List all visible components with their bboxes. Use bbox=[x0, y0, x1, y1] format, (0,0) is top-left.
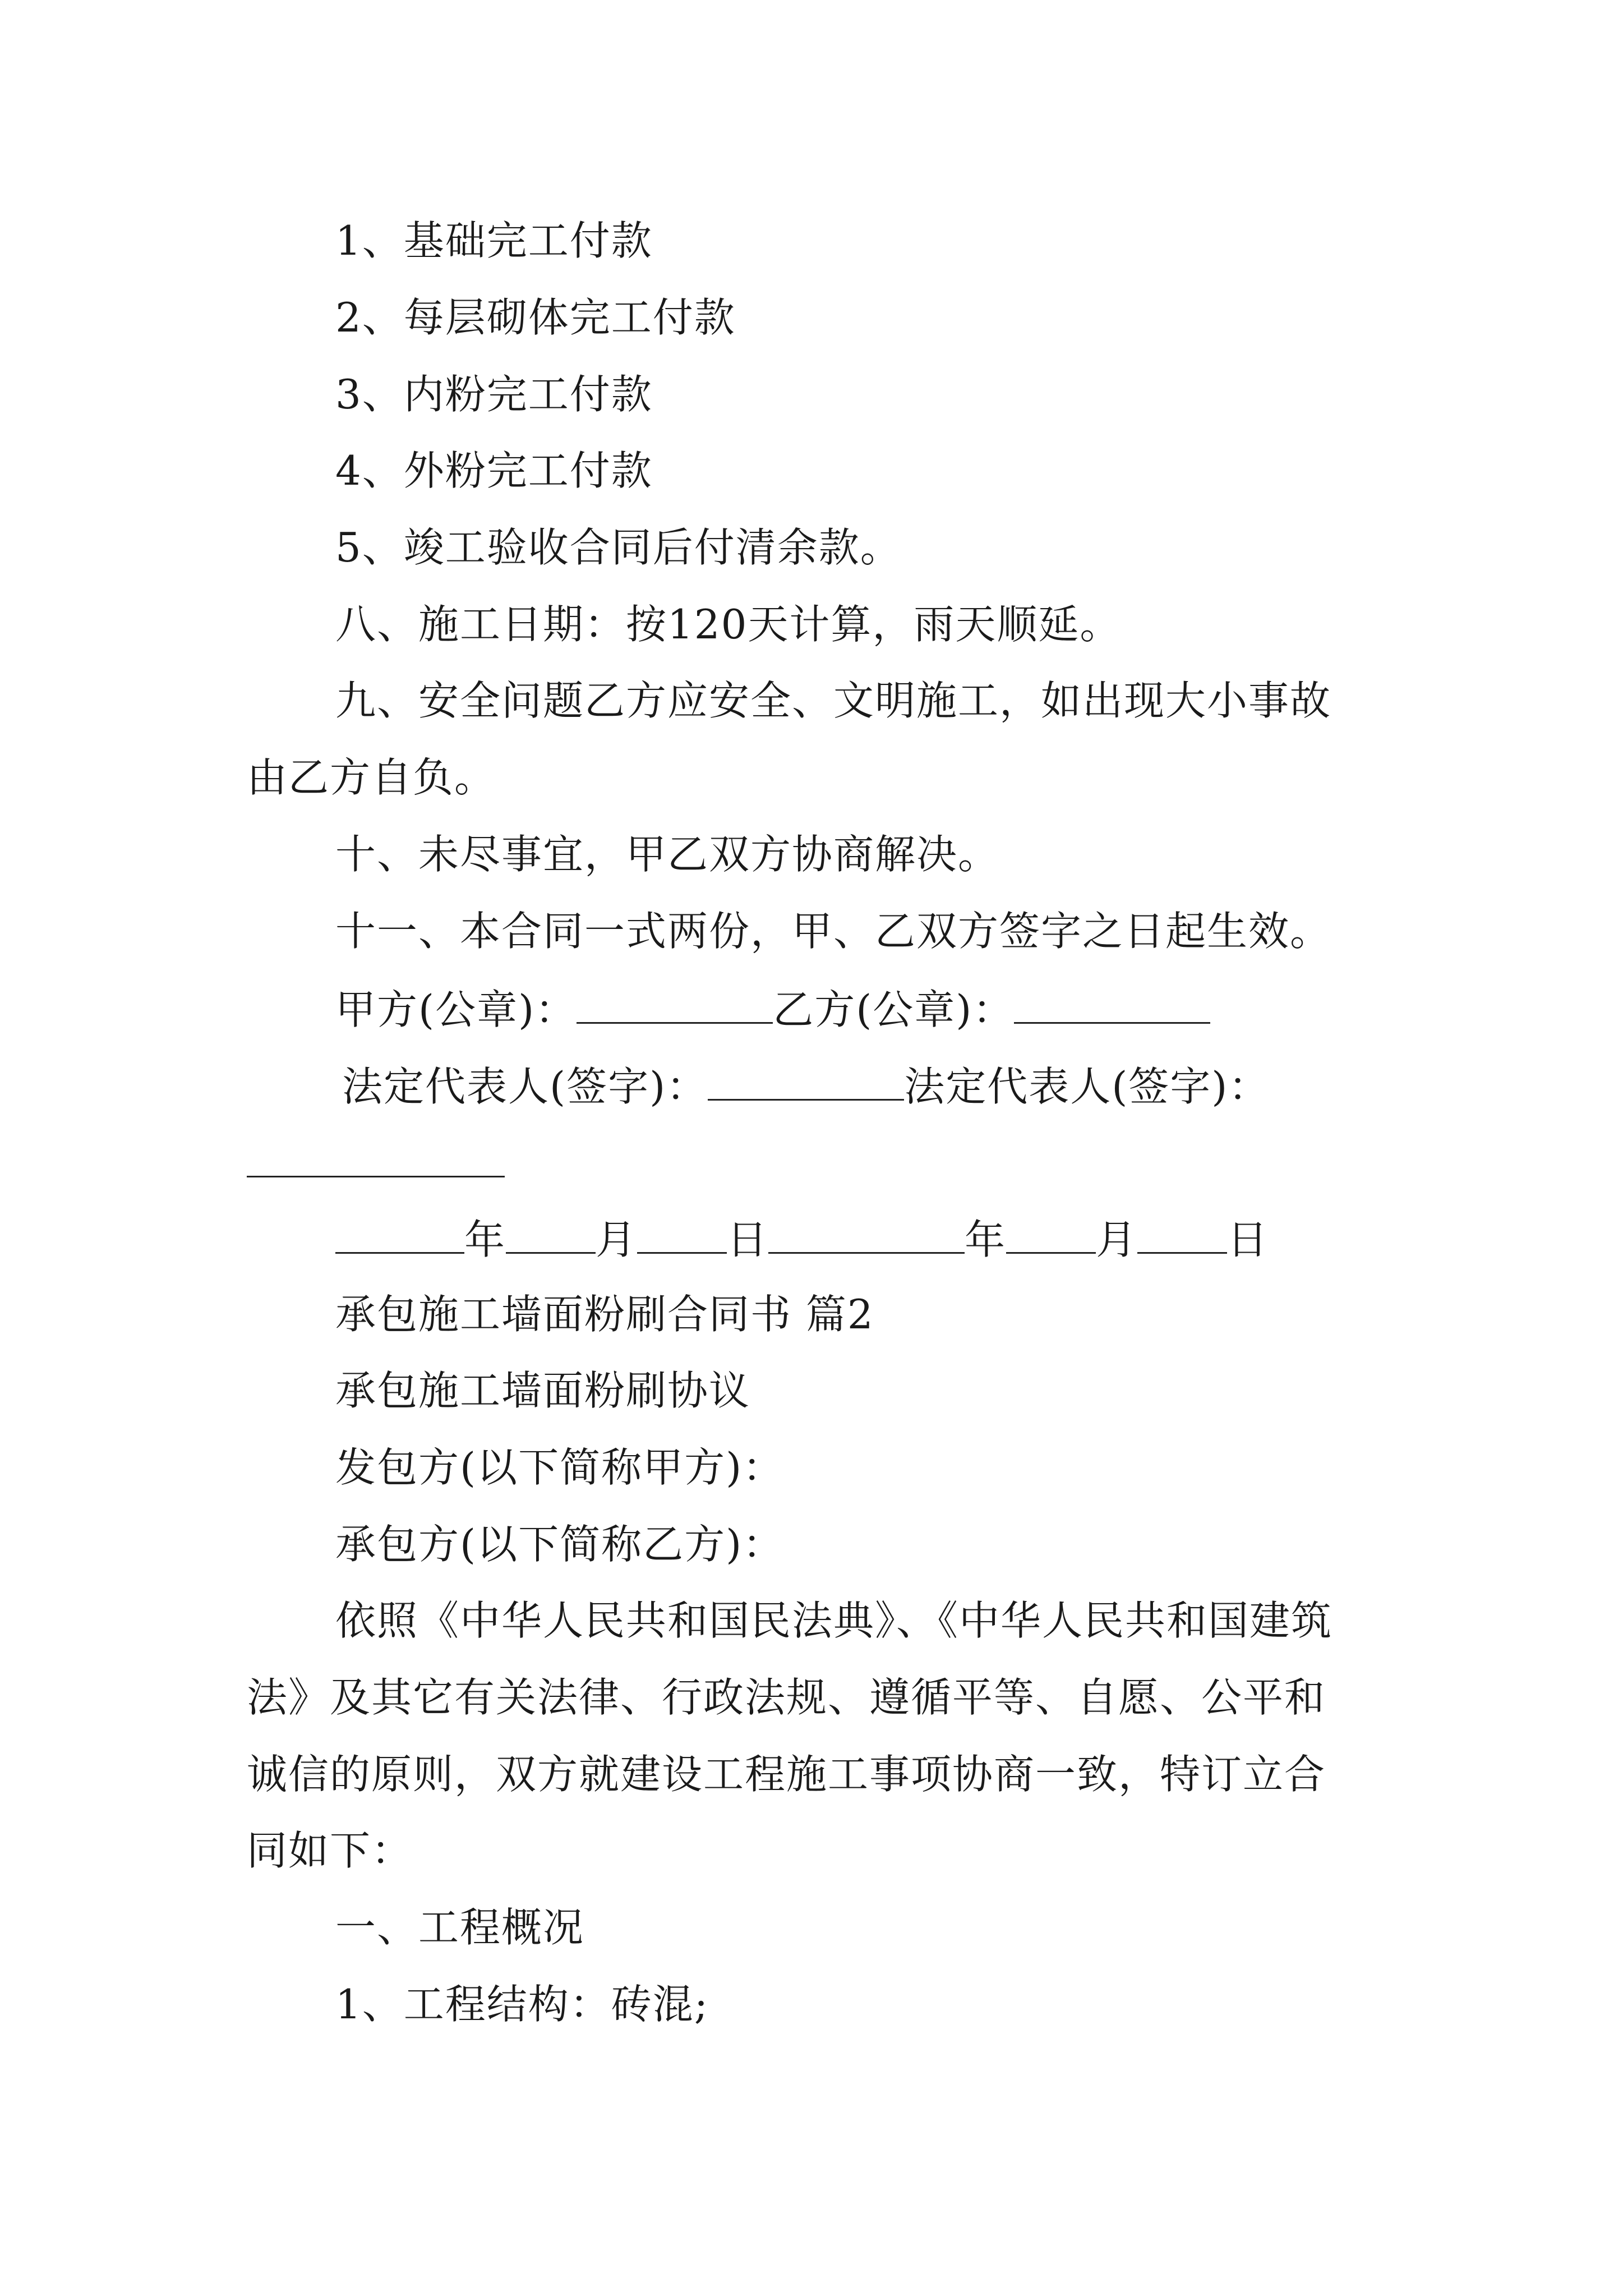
intro-line-2: 法》及其它有关法律、行政法规、遵循平等、自愿、公平和 bbox=[247, 1674, 1326, 1721]
day-a-blank bbox=[637, 1217, 727, 1254]
payment-item-2: 2、每层砌体完工付款 bbox=[335, 294, 736, 341]
month-a-blank bbox=[506, 1217, 596, 1254]
month-a-label: 月 bbox=[596, 1216, 638, 1263]
rep-a-label: 法定代表人(签字)： bbox=[342, 1063, 708, 1110]
clause-9-line-2: 由乙方自负。 bbox=[247, 754, 496, 801]
section-2-subtitle: 承包施工墙面粉刷协议 bbox=[335, 1367, 751, 1414]
intro-line-4: 同如下： bbox=[247, 1827, 413, 1874]
payment-item-4: 4、外粉完工付款 bbox=[335, 447, 653, 494]
representative-line bbox=[342, 1063, 1270, 1110]
section-2-title: 承包施工墙面粉刷合同书 篇2 bbox=[335, 1291, 874, 1338]
seal-line bbox=[335, 986, 1210, 1033]
day-a-label: 日 bbox=[727, 1216, 769, 1263]
year-b-label: 年 bbox=[965, 1216, 1007, 1263]
heading-1: 一、工程概况 bbox=[335, 1904, 585, 1951]
employer-line: 发包方(以下简称甲方)： bbox=[335, 1444, 785, 1491]
party-a-seal-blank bbox=[577, 987, 773, 1024]
payment-item-1: 1、基础完工付款 bbox=[335, 217, 653, 264]
year-b-blank bbox=[768, 1217, 965, 1254]
rep-a-blank bbox=[708, 1064, 904, 1101]
party-a-seal-label: 甲方(公章)： bbox=[335, 986, 577, 1033]
payment-item-5: 5、竣工验收合同后付清余款。 bbox=[335, 524, 902, 571]
year-a-blank bbox=[335, 1217, 464, 1254]
month-b-label: 月 bbox=[1096, 1216, 1138, 1263]
clause-9-line-1: 九、安全问题乙方应安全、文明施工，如出现大小事故 bbox=[335, 677, 1332, 724]
rep-b-label: 法定代表人(签字)： bbox=[904, 1063, 1270, 1110]
intro-line-3: 诚信的原则，双方就建设工程施工事项协商一致，特订立合 bbox=[247, 1751, 1326, 1798]
clause-11: 十一、本合同一式两份，甲、乙双方签字之日起生效。 bbox=[335, 908, 1332, 955]
rep-b-blank bbox=[247, 1176, 505, 1177]
party-b-seal-label: 乙方(公章)： bbox=[773, 986, 1015, 1033]
clause-10: 十、未尽事宜，甲乙双方协商解决。 bbox=[335, 831, 1000, 878]
clause-8: 八、施工日期：按120天计算，雨天顺延。 bbox=[335, 601, 1122, 648]
month-b-blank bbox=[1006, 1217, 1096, 1254]
item-1: 1、工程结构：砖混; bbox=[335, 1981, 709, 2028]
year-a-label: 年 bbox=[464, 1216, 506, 1263]
day-b-label: 日 bbox=[1227, 1216, 1269, 1263]
intro-line-1: 依照《中华人民共和国民法典》、《中华人民共和国建筑 bbox=[335, 1597, 1333, 1644]
payment-item-3: 3、内粉完工付款 bbox=[335, 371, 653, 418]
contractor-line: 承包方(以下简称乙方)： bbox=[335, 1521, 785, 1568]
party-b-seal-blank bbox=[1014, 987, 1210, 1024]
date-line bbox=[335, 1216, 1269, 1263]
day-b-blank bbox=[1137, 1217, 1227, 1254]
